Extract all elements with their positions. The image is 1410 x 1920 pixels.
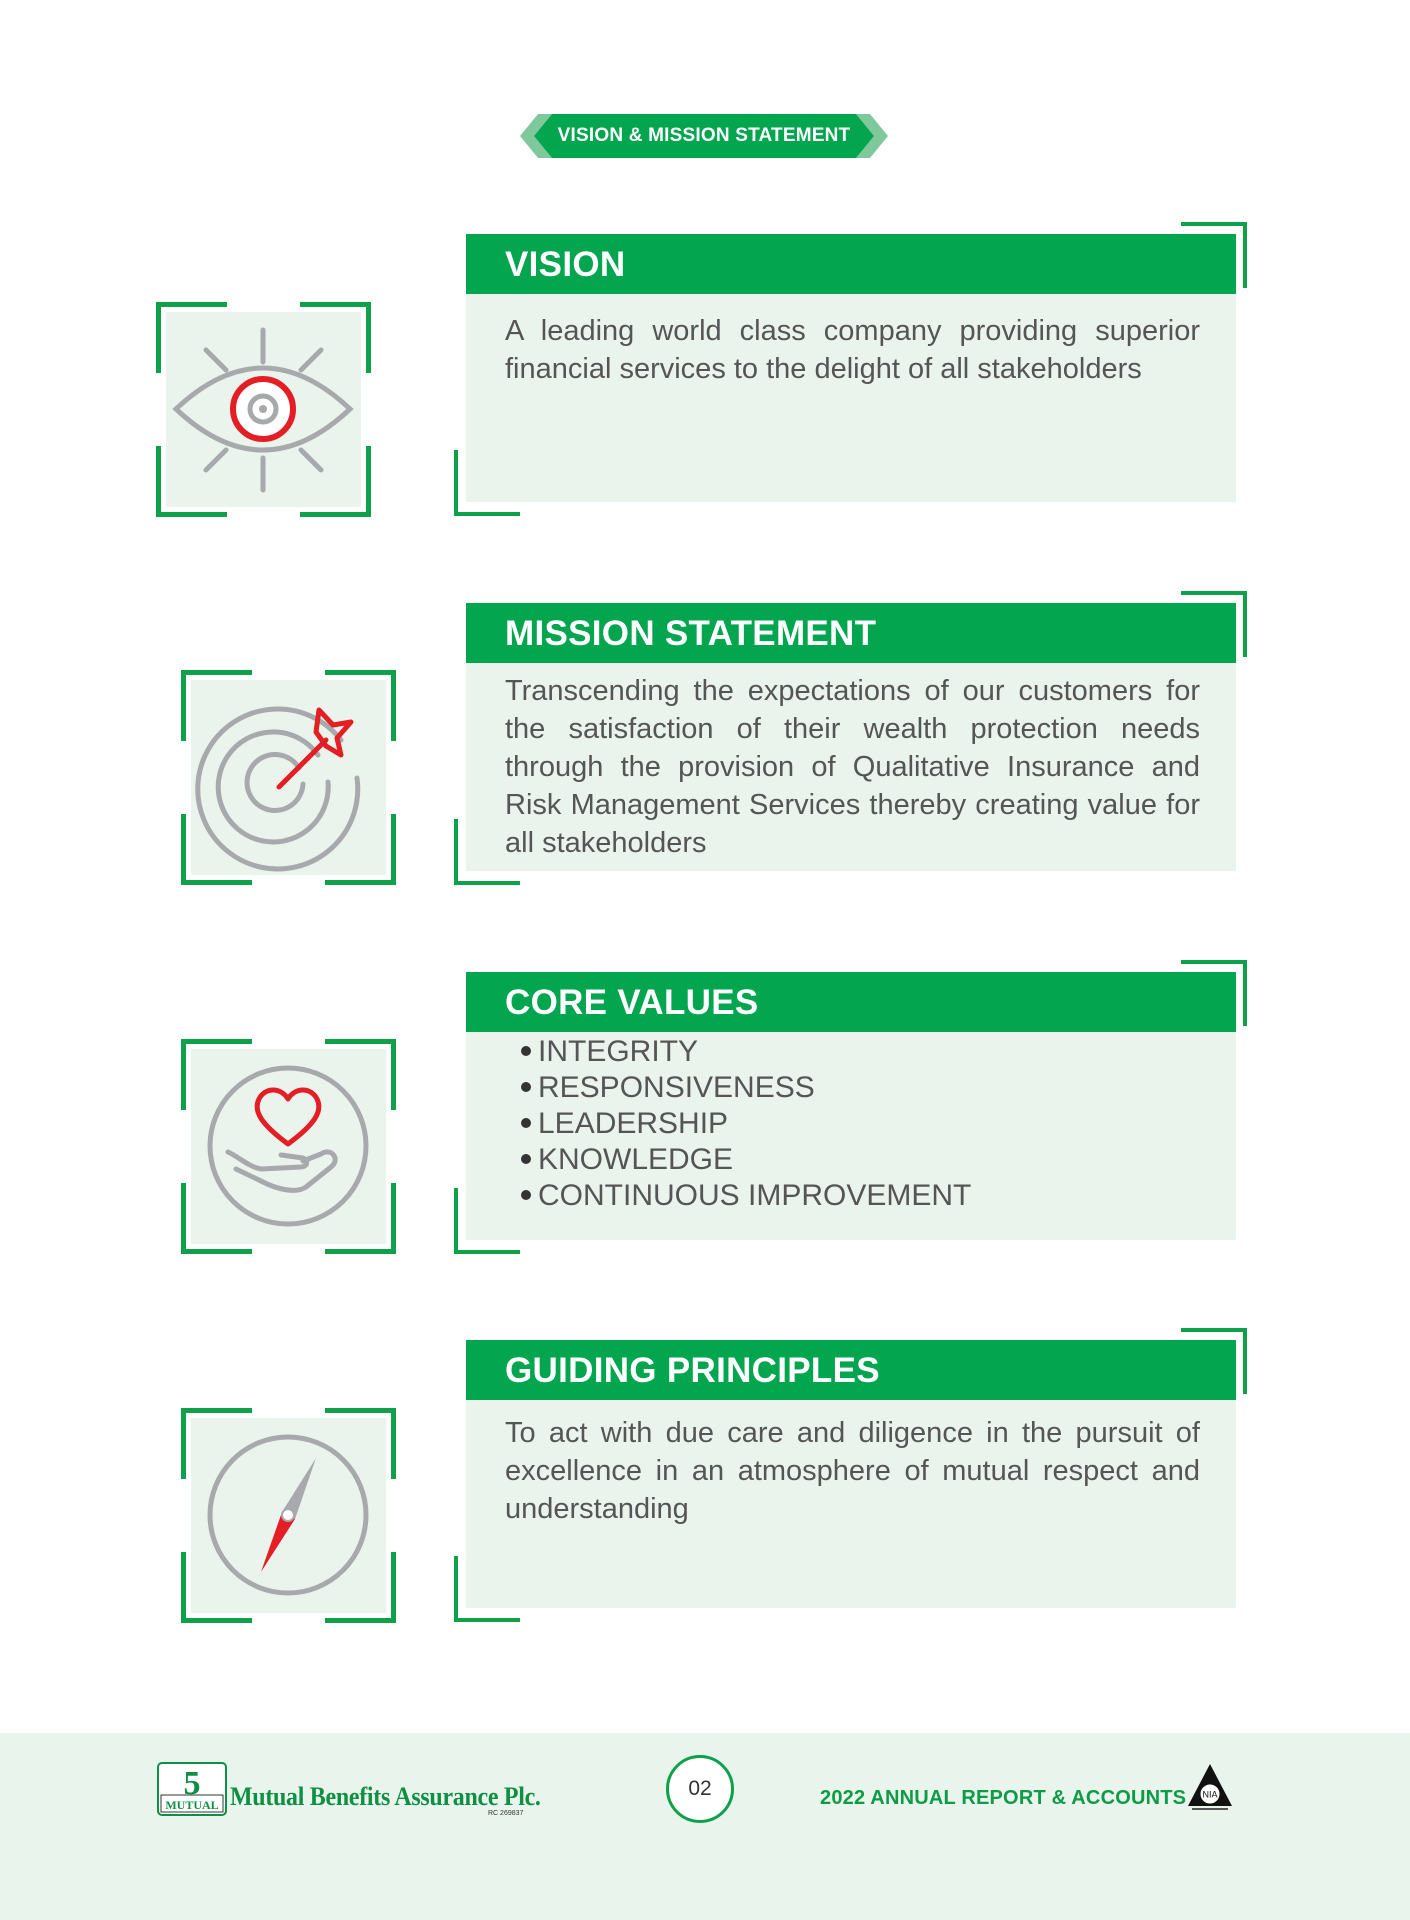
company-logo (157, 1762, 227, 1821)
vision-title: VISION (466, 234, 1236, 294)
svg-text:NIA: NIA (1202, 1789, 1218, 1800)
list-item: CONTINUOUS IMPROVEMENT (521, 1178, 971, 1214)
rc-number: RC 269837 (488, 1810, 524, 1817)
company-name: Mutual Benefits Assurance Plc. (230, 1782, 541, 1811)
page-number: 02 (666, 1755, 734, 1823)
svg-text:MUTUAL: MUTUAL (165, 1798, 219, 1812)
target-dart-icon (191, 680, 386, 875)
mission-text: Transcending the expectations of our customers for the satisfaction of their wealth protection needs through the provision of Qualitative Insurance and Risk Management Services thereby creating value for all stakeholders (505, 675, 1200, 859)
list-item: RESPONSIVENESS (521, 1070, 971, 1106)
core-values-icon-frame (181, 1039, 396, 1254)
core-values-title: CORE VALUES (466, 972, 1236, 1032)
guiding-principles-title: GUIDING PRINCIPLES (466, 1340, 1236, 1400)
heart-in-hand-icon (191, 1049, 386, 1244)
vision-text: A leading world class company providing superior financial services to the delight of all stakeholders (505, 315, 1200, 385)
mission-icon-frame (181, 670, 396, 885)
list-item: INTEGRITY (521, 1034, 971, 1070)
list-item: LEADERSHIP (521, 1106, 971, 1142)
compass-icon (191, 1418, 386, 1613)
vision-icon-frame (156, 302, 371, 517)
eye-icon (166, 312, 361, 507)
ribbon-label: VISION & MISSION STATEMENT (557, 125, 851, 146)
list-item: KNOWLEDGE (521, 1142, 971, 1178)
guiding-icon-frame (181, 1408, 396, 1623)
svg-text:5: 5 (183, 1765, 201, 1802)
nia-badge (1186, 1762, 1234, 1817)
section-ribbon (520, 114, 888, 158)
core-values-list (521, 1034, 971, 1214)
report-title: 2022 ANNUAL REPORT & ACCOUNTS (820, 1787, 1187, 1809)
mission-title: MISSION STATEMENT (466, 603, 1236, 663)
guiding-principles-text: To act with due care and diligence in the pursuit of excellence in an atmosphere of mutual respect and understanding (505, 1417, 1200, 1525)
